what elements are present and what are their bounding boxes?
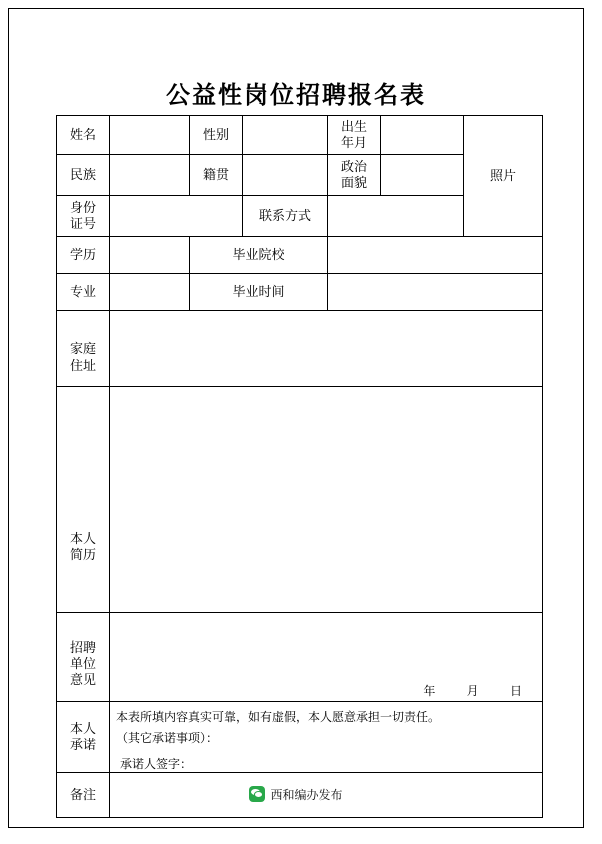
label-resume — [57, 387, 110, 613]
value-major[interactable] — [110, 274, 190, 311]
label-birth-date — [328, 116, 381, 155]
wechat-account[interactable] — [249, 786, 342, 803]
table-row — [57, 311, 543, 387]
label-id-number-line2: 证号 — [69, 216, 96, 231]
table-row — [57, 274, 543, 311]
label-birth-date-line1: 出生 — [340, 118, 367, 134]
label-name: 姓名 — [57, 116, 110, 155]
value-resume[interactable] — [110, 387, 543, 613]
label-graduation-time: 毕业时间 — [190, 274, 328, 311]
label-ethnicity: 民族 — [57, 155, 110, 196]
footer — [9, 786, 583, 806]
label-employer-opinion-line2: 单位 — [69, 655, 96, 671]
wechat-account-name: 西和编办发布 — [270, 787, 343, 802]
value-home-address[interactable] — [110, 311, 543, 387]
label-home-address-line1: 家庭 — [69, 341, 96, 357]
value-contact[interactable] — [328, 196, 464, 237]
table-row — [57, 702, 543, 773]
value-native-place[interactable] — [243, 155, 328, 196]
value-id-number[interactable] — [110, 196, 243, 237]
page-title: 公益性岗位招聘报名表 — [166, 83, 426, 109]
label-major: 专业 — [57, 274, 110, 311]
label-home-address-line2: 住址 — [69, 357, 96, 373]
label-native-place: 籍贯 — [190, 155, 243, 196]
label-commitment — [57, 702, 110, 773]
label-gender: 性别 — [190, 116, 243, 155]
label-political-status-line2: 面貌 — [340, 175, 367, 190]
value-ethnicity[interactable] — [110, 155, 190, 196]
value-birth-date[interactable] — [381, 116, 464, 155]
photo-area[interactable]: 照片 — [464, 116, 543, 237]
label-home-address — [57, 311, 110, 387]
value-graduation-time[interactable] — [328, 274, 543, 311]
table-row — [57, 237, 543, 274]
value-gender[interactable] — [243, 116, 328, 155]
wechat-icon — [249, 786, 265, 802]
label-employer-opinion — [57, 613, 110, 702]
value-education[interactable] — [110, 237, 190, 274]
label-employer-opinion-line3: 意见 — [69, 672, 96, 688]
label-education: 学历 — [57, 237, 110, 274]
commitment-content[interactable] — [110, 702, 543, 773]
label-resume-line2: 简历 — [69, 547, 96, 562]
application-form-table — [56, 115, 543, 818]
label-id-number — [57, 196, 110, 237]
value-name[interactable] — [110, 116, 190, 155]
table-row — [57, 613, 543, 702]
value-political-status[interactable] — [381, 155, 464, 196]
commitment-signature-label[interactable]: 承诺人签字： — [120, 757, 193, 772]
document-page — [8, 8, 584, 828]
table-row — [57, 387, 543, 613]
label-resume-line1: 本人 — [69, 530, 96, 546]
commitment-line-1: 本表所填内容真实可靠，如有虚假，本人愿意承担一切责任。 — [116, 710, 441, 724]
value-employer-opinion[interactable] — [110, 613, 543, 702]
label-political-status-line1: 政治 — [340, 158, 367, 174]
table-row — [57, 116, 543, 155]
commitment-line-2: （其它承诺事项）： — [116, 730, 219, 745]
value-graduated-school[interactable] — [328, 237, 543, 274]
label-contact: 联系方式 — [243, 196, 328, 237]
label-commitment-line1: 本人 — [69, 720, 96, 736]
label-birth-date-line2: 年月 — [340, 135, 367, 150]
label-id-number-line1: 身份 — [69, 199, 96, 215]
label-employer-opinion-line1: 招聘 — [69, 639, 96, 655]
label-political-status — [328, 155, 381, 196]
opinion-date-line: 年 月 日 — [423, 684, 536, 698]
label-remarks: 备注 — [57, 773, 110, 818]
label-commitment-line2: 承诺 — [69, 737, 96, 753]
label-graduated-school: 毕业院校 — [190, 237, 328, 274]
